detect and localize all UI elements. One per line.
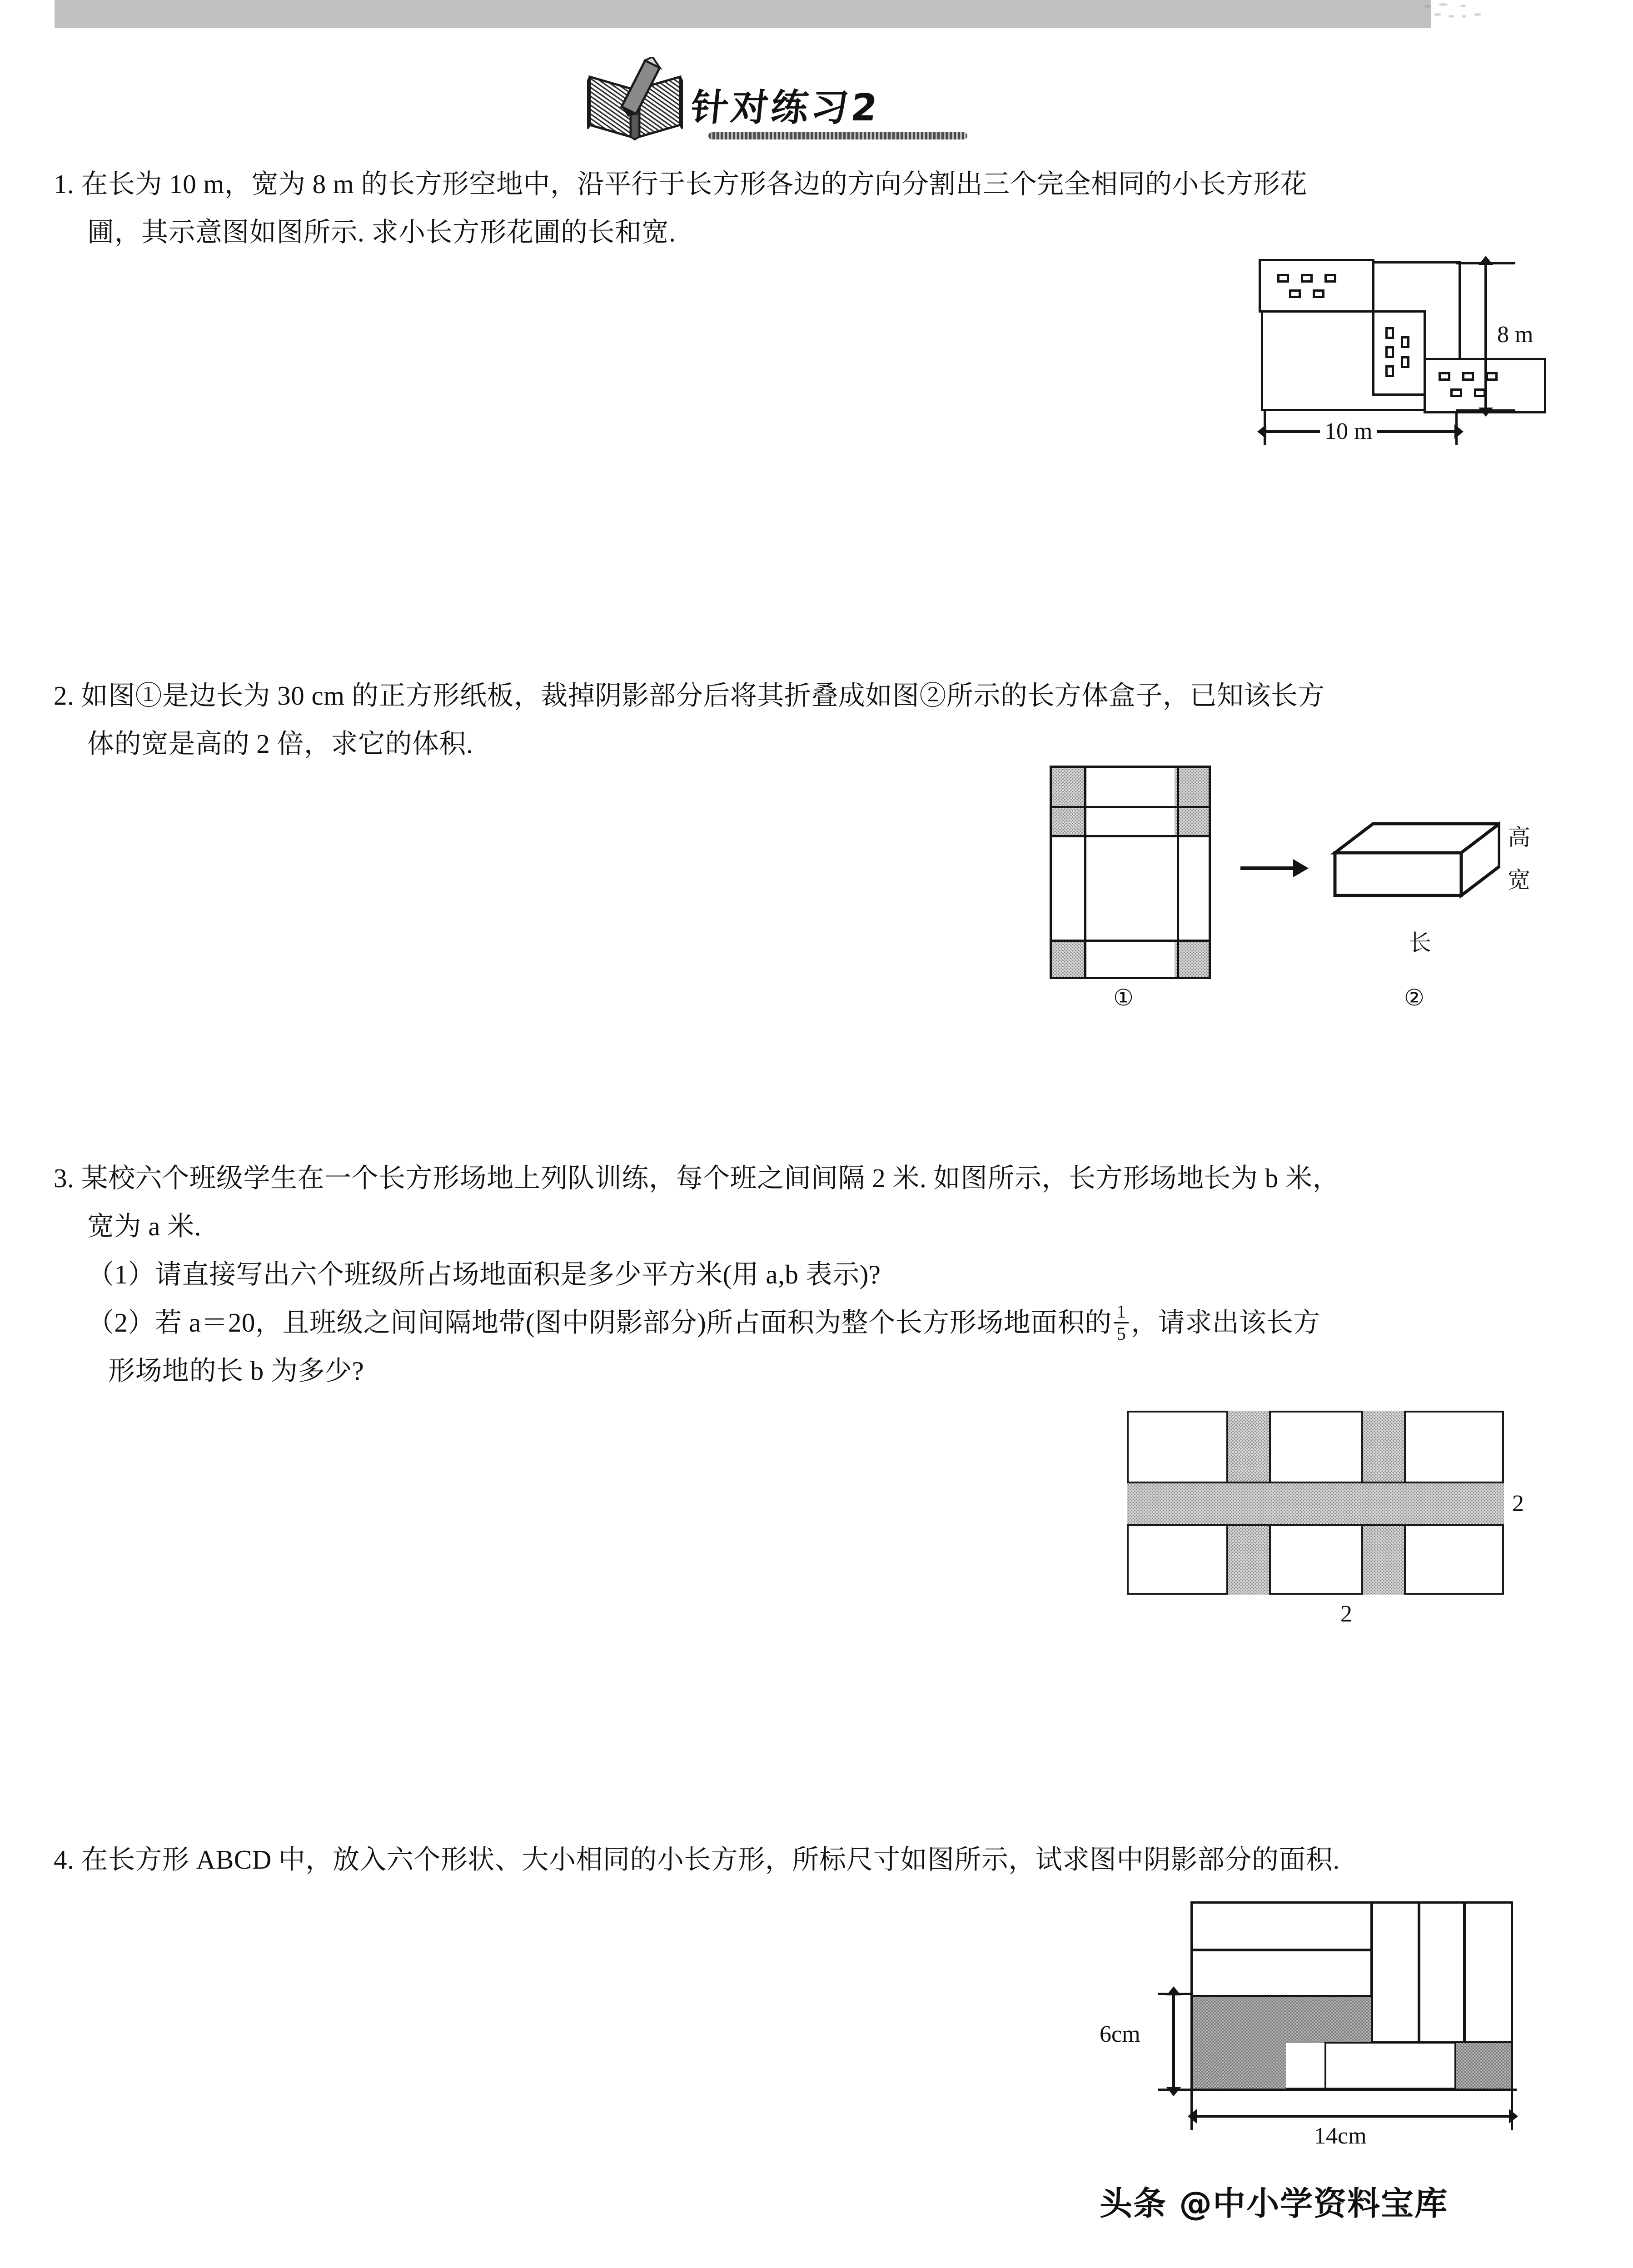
- small-rectangle-5: [1464, 1901, 1513, 2043]
- net-shaded-corner-top-right: [1175, 768, 1209, 837]
- small-rectangle-3: [1371, 1901, 1419, 2043]
- small-rectangle-4: [1419, 1901, 1465, 2043]
- height-dimension-arrow: [1172, 1994, 1175, 2089]
- gap-width-label-right: 2: [1512, 1491, 1524, 1517]
- bed-dot: [1462, 372, 1474, 381]
- bed-dot: [1401, 336, 1409, 348]
- fraction-numerator: 1: [1116, 1301, 1126, 1322]
- bed-dot: [1439, 372, 1450, 381]
- figure-rectangular-plot-with-three-flower-beds: [1261, 261, 1579, 443]
- bed-dot: [1401, 356, 1409, 368]
- figure-abcd-rectangle-with-six-small-rectangles: [1100, 1890, 1586, 2158]
- small-rectangle-1: [1190, 1901, 1372, 1950]
- shaded-region-left-upper: [1286, 1995, 1372, 2043]
- problem-2: [54, 671, 1580, 768]
- height-dimension-label: 8 m: [1497, 322, 1533, 348]
- page-header: [586, 57, 995, 143]
- problem-2-line-2: 体的宽是高的 2 倍，求它的体积.: [87, 729, 473, 759]
- bed-dot: [1385, 327, 1394, 339]
- figure-six-class-field-grid: [1127, 1411, 1586, 1638]
- cuboid-3d-shape: [1319, 820, 1500, 920]
- small-rectangle-6: [1324, 2042, 1456, 2089]
- field-outer-rectangle: [1127, 1411, 1504, 1595]
- problem-3-line-2: 宽为 a 米.: [87, 1211, 201, 1241]
- box-caption: ②: [1404, 985, 1424, 1010]
- problem-1-line-1: 1. 在长为 10 m，宽为 8 m 的长方形空地中，沿平行于长方形各边的方向分割出三个完全相同的小长方形花: [54, 169, 1308, 199]
- bed-dot: [1277, 274, 1289, 283]
- width-dimension-label: 14cm: [1314, 2123, 1367, 2149]
- problem-4-line-1: 4. 在长方形 ABCD 中，放入六个形状、大小相同的小长方形，所标尺寸如图所示，试求图中阴影部分的面积.: [54, 1845, 1340, 1875]
- horizontal-gap-strip: [1127, 1482, 1504, 1526]
- problem-3-sub-1: （1）请直接写出六个班级所占场地面积是多少平方米(用 a,b 表示)?: [87, 1259, 881, 1289]
- net-fold-line: [1084, 768, 1086, 977]
- open-book-with-pencil-icon: [586, 57, 684, 143]
- problem-1-line-2: 圃，其示意图如图所示. 求小长方形花圃的长和宽.: [87, 217, 676, 247]
- net-shaded-corner-top-left: [1052, 768, 1086, 837]
- shaded-region-left: [1193, 1995, 1286, 2089]
- box-label-width: 宽: [1508, 867, 1530, 893]
- page-title: 针对练习2: [689, 86, 882, 129]
- bed-dot: [1324, 274, 1336, 283]
- fraction-denominator: 5: [1114, 1322, 1129, 1343]
- flower-bed-middle: [1372, 310, 1426, 396]
- bed-dot: [1450, 388, 1462, 397]
- bed-dot: [1301, 274, 1313, 283]
- net-fold-line: [1052, 940, 1209, 942]
- net-fold-line: [1177, 768, 1179, 977]
- source-watermark: 头条 @中小学资料宝库: [1100, 2184, 1449, 2223]
- problem-3-sub-2: [54, 1298, 1580, 1347]
- problem-3-sub-2-cont: 形场地的长 b 为多少?: [108, 1356, 364, 1386]
- bed-dot: [1486, 372, 1498, 381]
- problem-3: [54, 1154, 1580, 1395]
- bed-dot: [1385, 346, 1394, 358]
- problem-3-sub-2-before: （2）若 a＝20，且班级之间间隔地带(图中阴影部分)所占面积为整个长方形场地面积的: [87, 1308, 1112, 1338]
- net-shaded-corner-bottom-right: [1175, 940, 1209, 977]
- problem-2-line-1: 2. 如图①是边长为 30 cm 的正方形纸板，裁掉阴影部分后将其折叠成如图②所示的长方体盒子，已知该长方: [54, 681, 1325, 711]
- net-caption: ①: [1113, 985, 1134, 1010]
- width-dimension-arrow: [1195, 2115, 1511, 2118]
- figure-square-net-and-cuboid: [1050, 766, 1586, 1029]
- net-shaded-corner-bottom-left: [1052, 940, 1086, 977]
- bed-dot: [1289, 289, 1301, 298]
- net-fold-line: [1052, 835, 1209, 837]
- gap-width-label-bottom: 2: [1340, 1601, 1352, 1627]
- title-underline-rule: [708, 132, 967, 139]
- bed-dot: [1385, 365, 1394, 377]
- flower-bed-top-left: [1259, 259, 1374, 313]
- bed-dot: [1313, 289, 1324, 298]
- box-label-height: 高: [1508, 825, 1530, 850]
- problem-4: [54, 1835, 1580, 1884]
- width-dimension-label: 10 m: [1320, 418, 1377, 445]
- small-rectangle-2: [1190, 1950, 1372, 1997]
- transform-arrow-icon: [1240, 866, 1295, 870]
- height-dimension-arrow: [1484, 263, 1487, 409]
- height-extension-line-bottom: [1158, 2089, 1517, 2091]
- problem-3-line-1: 3. 某校六个班级学生在一个长方形场地上列队训练，每个班之间间隔 2 米. 如图所示，长方形场地长为 b 米，: [54, 1163, 1340, 1193]
- problem-3-sub-2-after: ，请求出该长方: [1131, 1308, 1320, 1338]
- height-dimension-label: 6cm: [1100, 2021, 1140, 2047]
- shaded-region-right: [1454, 2042, 1511, 2089]
- fraction-one-fifth: [1114, 1303, 1129, 1343]
- problem-1: [54, 160, 1580, 256]
- box-label-length: 长: [1409, 930, 1431, 955]
- net-fold-line: [1052, 806, 1209, 808]
- square-cardboard-net: [1050, 766, 1211, 979]
